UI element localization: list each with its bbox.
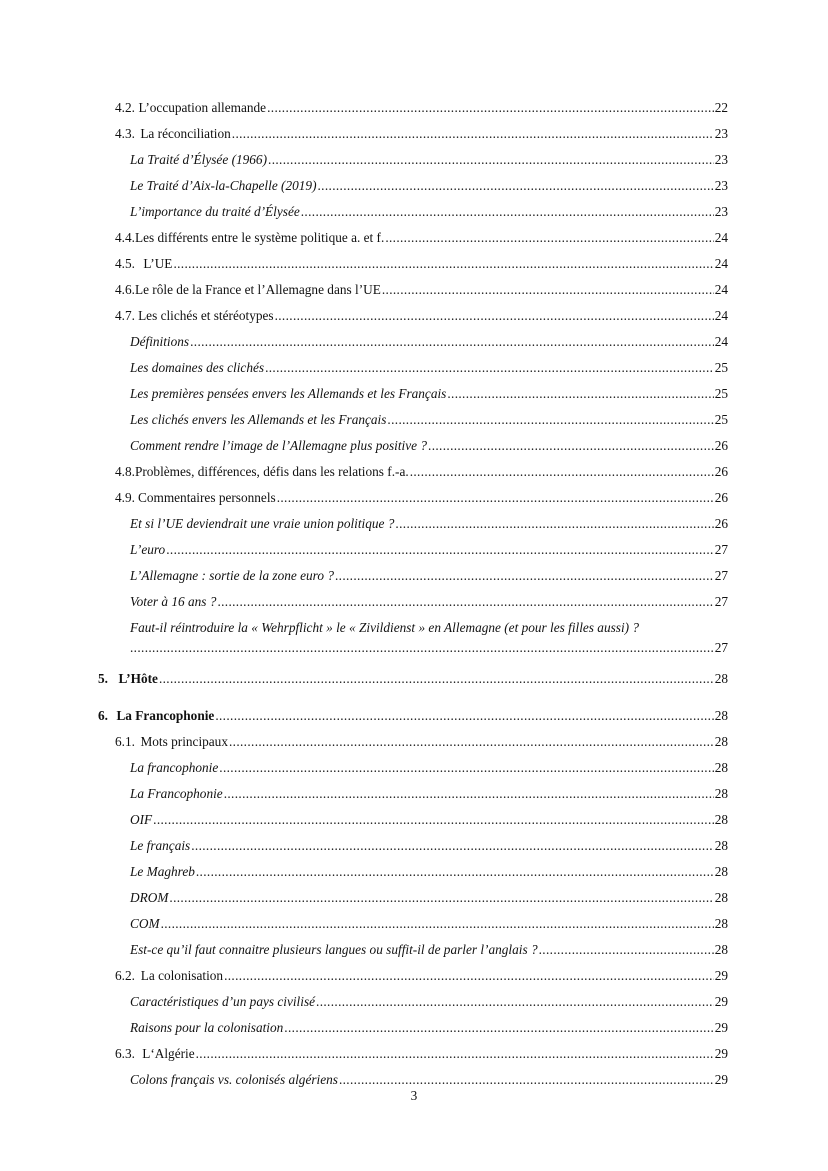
toc-entry-number: 4.2. [115,100,135,115]
toc-entry[interactable] [0,407,828,433]
toc-dot-leader [301,199,714,225]
toc-entry-page: 28 [714,890,728,905]
toc-dot-leader [217,589,713,615]
toc-entry-page: 24 [714,256,728,271]
toc-entry[interactable] [0,729,828,755]
toc-entry-title: OIF [130,812,153,827]
toc-entry-title: La francophonie [130,760,219,775]
toc-entry-title: Faut-il réintroduire la « Wehrpflicht » le « Zivildienst » en Allemagne (et pour les filles aussi) ? [130,620,640,635]
toc-entry-title: COM [130,916,160,931]
toc-entry-title: La Traité d’Élysée (1966) [130,152,268,167]
toc-dot-leader [173,251,713,277]
toc-entry-title: La Francophonie [130,786,223,801]
toc-entry[interactable] [0,937,828,963]
toc-entry-title: Définitions [130,334,190,349]
toc-entry-title: Les clichés envers les Allemands et les Français [130,412,387,427]
toc-dot-leader [153,807,714,833]
toc-entry[interactable] [0,885,828,911]
toc-entry[interactable] [0,911,828,937]
toc-entry-page: 26 [714,438,728,453]
toc-dot-leader [196,1041,714,1067]
toc-entry-page: 29 [714,1046,728,1061]
toc-entry[interactable] [0,251,828,277]
toc-dot-leader [224,963,714,989]
toc-entry[interactable] [0,381,828,407]
toc-entry-number: 6.1. [115,734,135,749]
toc-entry-title: Colons français vs. colonisés algériens [130,1072,338,1087]
toc-entry-title: Le français [130,838,191,853]
toc-entry-page: 24 [714,308,728,323]
toc-entry-page: 27 [714,568,728,583]
toc-dot-leader [130,638,714,658]
toc-entry-page: 29 [714,1072,728,1087]
toc-entry[interactable] [0,666,828,692]
toc-dot-leader [275,303,714,329]
toc-entry-page: 28 [714,760,728,775]
toc-entry-title: Le Traité d’Aix-la-Chapelle (2019) [130,178,317,193]
toc-entry[interactable] [0,755,828,781]
toc-entry-page: 25 [714,386,728,401]
toc-entry-page: 25 [714,360,728,375]
toc-entry-title: Le rôle de la France et l’Allemagne dans l’UE [134,282,381,297]
toc-entry[interactable] [0,329,828,355]
table-of-contents [0,95,828,1093]
toc-entry-title: L’importance du traité d’Élysée [130,204,300,219]
toc-dot-leader [284,1015,713,1041]
toc-entry-page: 26 [714,464,728,479]
toc-entry-page: 22 [714,100,728,115]
toc-entry-page: 29 [714,1020,728,1035]
toc-entry[interactable] [0,1015,828,1041]
toc-entry-title: Le Maghreb [130,864,195,879]
toc-dot-leader [166,537,713,563]
toc-entry-title: L’euro [130,542,166,557]
toc-dot-leader [161,911,714,937]
toc-dot-leader [385,225,713,251]
toc-entry[interactable] [0,781,828,807]
toc-entry-title: La réconciliation [140,126,231,141]
toc-dot-leader [169,885,713,911]
toc-entry-number: 4.7. [115,308,135,323]
toc-entry-title: Les premières pensées envers les Allemands et les Français [130,386,447,401]
toc-dot-leader [224,781,714,807]
toc-entry-page: 27 [714,542,728,557]
toc-entry-page: 24 [714,334,728,349]
toc-entry-page: 28 [714,812,728,827]
toc-entry-number: 5. [98,671,108,686]
toc-entry[interactable] [0,511,828,537]
toc-dot-leader [215,703,713,729]
toc-entry-number: 6. [98,708,108,723]
toc-entry[interactable] [0,355,828,381]
toc-dot-leader [232,121,714,147]
toc-entry-title: L’occupation allemande [138,100,267,115]
toc-entry[interactable] [0,225,828,251]
toc-entry-title: Et si l’UE deviendrait une vraie union politique ? [130,516,395,531]
toc-entry[interactable] [0,95,828,121]
toc-dot-leader [219,755,713,781]
toc-dot-leader [265,355,714,381]
toc-entry-page: 23 [714,204,728,219]
toc-entry-page: 29 [714,968,728,983]
toc-entry-title: Est-ce qu’il faut connaitre plusieurs langues ou suffit-il de parler l’anglais ? [130,942,538,957]
page-number: 3 [410,1088,418,1103]
toc-entry-page: 28 [714,786,728,801]
toc-entry[interactable] [0,459,828,485]
toc-entry-number: 4.9. [115,490,135,505]
toc-entry-title: Voter à 16 ans ? [130,594,217,609]
toc-dot-leader [196,859,714,885]
toc-entry-page: 23 [714,178,728,193]
toc-entry[interactable] [0,485,828,511]
toc-entry-title: Comment rendre l’image de l’Allemagne plus positive ? [130,438,428,453]
toc-entry[interactable] [0,703,828,729]
toc-entry-page: 28 [714,734,728,749]
toc-dot-leader [382,277,714,303]
toc-entry[interactable] [0,563,828,589]
toc-entry[interactable] [0,859,828,885]
toc-entry-page: 28 [714,916,728,931]
toc-entry-title: Commentaires personnels [137,490,276,505]
toc-entry-page: 28 [714,671,728,686]
toc-entry[interactable] [0,807,828,833]
toc-entry-page: 23 [714,152,728,167]
toc-entry-number: 4.4. [115,230,135,245]
toc-entry-number: 6.2. [115,968,135,983]
toc-entry[interactable] [0,989,828,1015]
toc-entry-number: 4.3. [115,126,135,141]
toc-entry-page: 26 [714,516,728,531]
toc-entry[interactable] [0,537,828,563]
toc-dot-leader [387,407,713,433]
toc-dot-leader [410,459,714,485]
toc-entry-title: Mots principaux [140,734,228,749]
toc-dot-leader [159,666,714,692]
toc-entry[interactable] [0,277,828,303]
toc-entry-page: 28 [714,708,728,723]
toc-dot-leader [268,147,714,173]
toc-entry[interactable] [0,963,828,989]
toc-entry[interactable] [0,589,828,615]
toc-entry-title: DROM [130,890,169,905]
toc-dot-leader [539,937,714,963]
toc-entry-page: 28 [714,942,728,957]
toc-entry-page: 24 [714,230,728,245]
toc-dot-leader [190,329,714,355]
toc-entry-page: 28 [714,864,728,879]
toc-dot-leader [277,485,714,511]
toc-entry-title: L’Allemagne : sortie de la zone euro ? [130,568,334,583]
toc-dot-leader [428,433,714,459]
toc-entry-page: 27 [714,640,728,655]
toc-entry-title: L’Hôte [118,671,158,686]
toc-entry-title: Problèmes, différences, défis dans les relations f.-a. [134,464,409,479]
toc-entry[interactable] [0,1041,828,1067]
toc-dot-leader [318,173,714,199]
toc-dot-leader [191,833,713,859]
toc-dot-leader [316,989,714,1015]
toc-dot-leader [447,381,713,407]
toc-entry[interactable] [0,833,828,859]
toc-dot-leader [229,729,714,755]
toc-entry[interactable] [0,615,828,655]
toc-entry-title: La Francophonie [116,708,215,723]
toc-entry-page: 25 [714,412,728,427]
toc-dot-leader [335,563,714,589]
toc-dot-leader [267,95,714,121]
toc-entry-title: L’UE [143,256,173,271]
toc-entry-number: 4.8. [115,464,135,479]
toc-entry-page: 27 [714,594,728,609]
toc-entry-title: Raisons pour la colonisation [130,1020,284,1035]
toc-entry-page: 28 [714,838,728,853]
toc-entry-page: 26 [714,490,728,505]
toc-entry[interactable] [0,147,828,173]
toc-entry-title: L‘Algérie [142,1046,195,1061]
toc-entry-title: La colonisation [140,968,224,983]
toc-entry[interactable] [0,173,828,199]
toc-entry-number: 4.6. [115,282,135,297]
toc-entry-number: 6.3. [115,1046,135,1061]
toc-entry-title: Les domaines des clichés [130,360,265,375]
toc-entry[interactable] [0,303,828,329]
toc-entry-page: 23 [714,126,728,141]
toc-entry[interactable] [0,199,828,225]
toc-dot-leader [395,511,713,537]
toc-entry-title: Les clichés et stéréotypes [138,308,274,323]
toc-entry-title: Caractéristiques d’un pays civilisé [130,994,316,1009]
toc-entry[interactable] [0,121,828,147]
toc-entry-number: 4.5. [115,256,135,271]
toc-entry-title: Les différents entre le système politique a. et f. [134,230,385,245]
toc-entry-page: 29 [714,994,728,1009]
toc-entry-page: 24 [714,282,728,297]
toc-entry[interactable] [0,433,828,459]
